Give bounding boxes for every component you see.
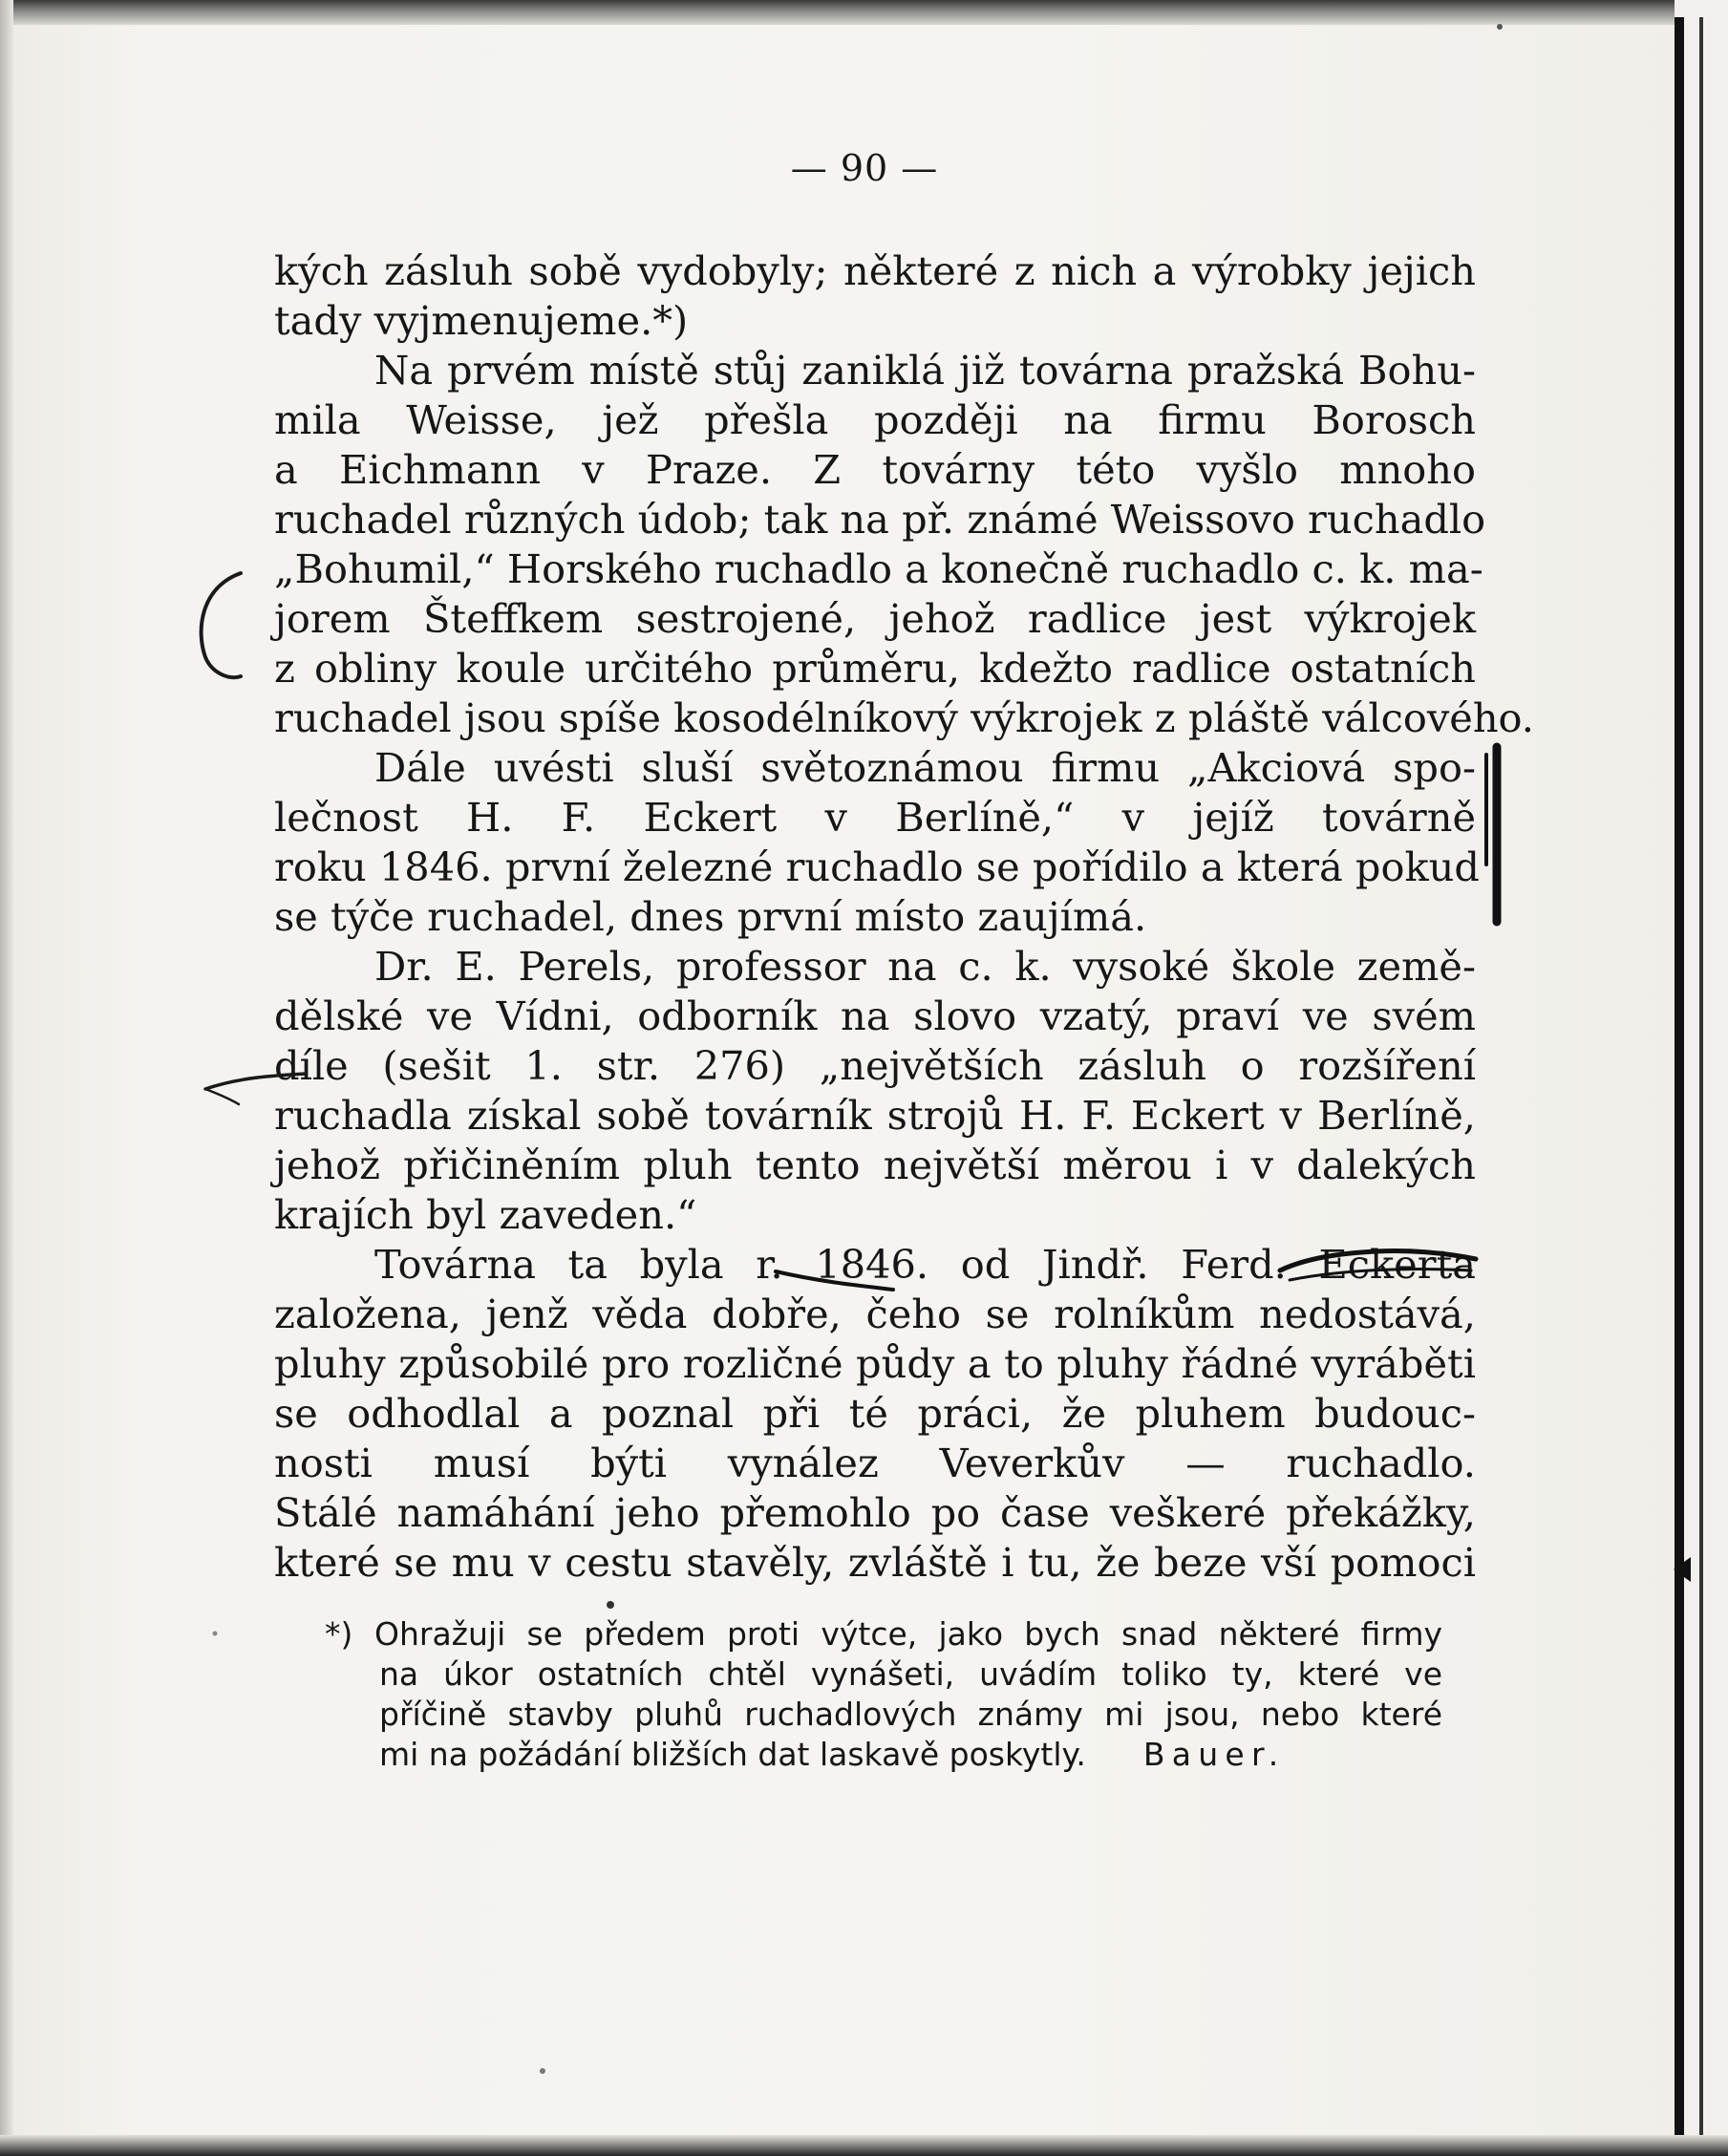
- text-line: mila Weisse, jež přešla později na firmu Borosch: [274, 396, 1476, 443]
- text-line: se odhodlal a poznal při té práci, že pluhem budouc-: [274, 1390, 1476, 1437]
- text-line: které se mu v cestu stavěly, zvláště i tu, že beze vší pomoci: [274, 1539, 1476, 1586]
- text-line: kých zásluh sobě vydobyly; některé z nich a výrobky jejich: [274, 247, 1476, 294]
- text-line: tady vyjmenujeme.*): [274, 297, 689, 344]
- footnote-signature: Bauer.: [1142, 1736, 1286, 1773]
- text-line: roku 1846. první železné ruchadlo se pořídilo a která pokud: [274, 843, 1480, 890]
- text-line: dělské ve Vídni, odborník na slovo vzatý, praví ve svém: [274, 993, 1476, 1039]
- text-line: jorem Šteffkem sestrojené, jehož radlice jest výkrojek: [274, 595, 1476, 642]
- footnote-mark: *): [325, 1615, 353, 1653]
- text-line: z obliny koule určitého průměru, kdežto radlice ostatních: [274, 645, 1476, 692]
- text-line: Dále uvésti sluší světoznámou firmu „Akciová spo-: [374, 744, 1476, 791]
- footnote-line: příčině stavby pluhů ruchadlových známy mi jsou, nebo které: [379, 1696, 1442, 1733]
- text-line: ruchadel jsou spíše kosodélníkový výkrojek z pláště válcového.: [274, 694, 1535, 741]
- text-line: a Eichmann v Praze. Z továrny této vyšlo mnoho: [274, 446, 1476, 493]
- text-line: Továrna ta byla r. 1846. od Jindř. Ferd. Eckerta: [374, 1241, 1476, 1288]
- text-line: Stálé namáhání jeho přemohlo po čase veškeré překážky,: [274, 1489, 1476, 1536]
- scan-edge-top: [0, 0, 1728, 25]
- text-line: lečnost H. F. Eckert v Berlíně,“ v jejíž továrně: [274, 794, 1476, 841]
- ink-speck: [607, 1601, 614, 1609]
- text-line: ruchadla získal sobě továrník strojů H. F. Eckert v Berlíně,: [274, 1092, 1476, 1139]
- text-line: Dr. E. Perels, professor na c. k. vysoké škole země-: [374, 943, 1476, 990]
- text-line: jehož přičiněním pluh tento největší měrou i v dalekých: [274, 1142, 1476, 1188]
- text-line: „Bohumil,“ Horského ruchadlo a konečně ruchadlo c. k. ma-: [274, 545, 1483, 592]
- footnote-line: [325, 1614, 1442, 1654]
- text-line: pluhy způsobilé pro rozličné půdy a to pluhy řádné vyráběti: [274, 1340, 1476, 1387]
- scan-binding-thin-line: [1699, 17, 1703, 2156]
- text-line: založena, jenž věda dobře, čeho se rolníkům nedostává,: [274, 1291, 1476, 1337]
- text-line: ruchadel různých údob; tak na př. známé Weissovo ruchadlo: [274, 496, 1486, 543]
- scan-edge-bottom: [0, 2135, 1728, 2156]
- text-line: se týče ruchadel, dnes první místo zaujímá.: [274, 893, 1147, 940]
- footnote-text: Ohražuji se předem proti výtce, jako bych snad některé firmy: [374, 1615, 1442, 1653]
- text-line: nosti musí býti vynález Veverkův — ruchadlo.: [274, 1440, 1476, 1486]
- footnote-line: na úkor ostatních chtěl vynášeti, uvádím toliko ty, které ve: [379, 1655, 1442, 1693]
- scan-binding-line: [1675, 17, 1684, 2156]
- text-line: Na prvém místě stůj zaniklá již továrna pražská Bohu-: [374, 347, 1476, 394]
- margin-underline-tail: [205, 1089, 239, 1104]
- ink-speck: [213, 1632, 218, 1636]
- scan-edge-left: [0, 0, 13, 2156]
- footnote-line: [330, 1735, 1442, 1775]
- body-text: [274, 246, 1535, 1588]
- text-line: krajích byl zaveden.“: [274, 1191, 697, 1238]
- footnote-text: mi na požádání bližších dat laskavě poskytly.: [379, 1736, 1086, 1773]
- margin-bracket-mark: [202, 573, 241, 677]
- text-line: díle (sešit 1. str. 276) „největších zásluh o rozšíření: [274, 1042, 1476, 1089]
- footnote: [325, 1614, 1442, 1775]
- page-number: — 90 —: [790, 147, 939, 189]
- ink-speck: [540, 2068, 545, 2074]
